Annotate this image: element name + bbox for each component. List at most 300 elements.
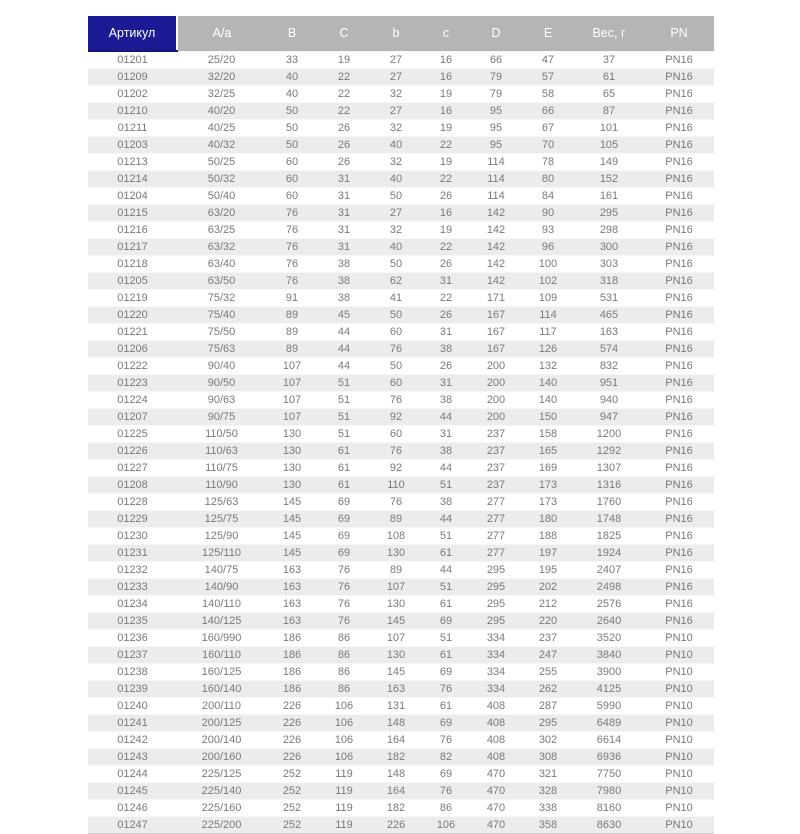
cell: 76 bbox=[389, 445, 403, 457]
cell: 6936 bbox=[596, 751, 622, 763]
cell: 38 bbox=[439, 496, 453, 508]
cell: 16 bbox=[439, 105, 453, 117]
table-row bbox=[88, 681, 714, 698]
cell: 8630 bbox=[596, 819, 622, 831]
cell: 163 bbox=[386, 683, 406, 695]
cell: 167 bbox=[486, 309, 506, 321]
cell: 01216 bbox=[117, 224, 148, 236]
cell: 38 bbox=[337, 258, 351, 270]
cell: PN16 bbox=[665, 564, 693, 576]
column-header: С bbox=[318, 16, 370, 51]
cell: 1200 bbox=[596, 428, 622, 440]
cell: 277 bbox=[486, 496, 506, 508]
cell: 5990 bbox=[596, 700, 622, 712]
cell: 142 bbox=[486, 207, 506, 219]
cell: PN16 bbox=[665, 224, 693, 236]
cell: 76 bbox=[337, 581, 351, 593]
cell: 408 bbox=[486, 751, 506, 763]
cell: 408 bbox=[486, 734, 506, 746]
cell: 01232 bbox=[117, 564, 148, 576]
column-header: b bbox=[370, 16, 422, 51]
cell: 106 bbox=[334, 751, 354, 763]
cell: 832 bbox=[599, 360, 619, 372]
table-row bbox=[88, 443, 714, 460]
cell: 79 bbox=[489, 88, 503, 100]
cell: 252 bbox=[282, 785, 302, 797]
cell: 2498 bbox=[596, 581, 622, 593]
cell: 66 bbox=[541, 105, 555, 117]
cell: 4125 bbox=[596, 683, 622, 695]
cell: 50 bbox=[389, 360, 403, 372]
cell: PN16 bbox=[665, 258, 693, 270]
cell: 01206 bbox=[117, 343, 148, 355]
cell: 163 bbox=[282, 564, 302, 576]
cell: 119 bbox=[335, 802, 353, 814]
cell: 225/125 bbox=[201, 768, 242, 780]
cell: 321 bbox=[538, 768, 558, 780]
cell: PN16 bbox=[665, 462, 693, 474]
cell: 60 bbox=[389, 326, 403, 338]
cell: 26 bbox=[337, 122, 351, 134]
cell: 125/63 bbox=[204, 496, 239, 508]
cell: 76 bbox=[389, 496, 403, 508]
cell: PN16 bbox=[665, 598, 693, 610]
cell: PN10 bbox=[665, 819, 693, 831]
cell: 82 bbox=[439, 751, 453, 763]
table-row bbox=[88, 69, 714, 86]
cell: PN16 bbox=[665, 360, 693, 372]
cell: PN16 bbox=[665, 105, 693, 117]
cell: 40 bbox=[389, 173, 403, 185]
cell: 50 bbox=[285, 122, 299, 134]
cell: 163 bbox=[282, 615, 302, 627]
cell: 61 bbox=[337, 462, 351, 474]
cell: 107 bbox=[282, 360, 302, 372]
cell: 31 bbox=[337, 190, 351, 202]
cell: 182 bbox=[386, 802, 406, 814]
cell: 106 bbox=[436, 819, 456, 831]
cell: 44 bbox=[337, 360, 351, 372]
cell: PN16 bbox=[665, 547, 693, 559]
cell: PN16 bbox=[665, 139, 693, 151]
cell: 940 bbox=[599, 394, 619, 406]
table-row bbox=[88, 273, 714, 290]
cell: 01222 bbox=[117, 360, 148, 372]
table-row bbox=[88, 222, 714, 239]
cell: 1316 bbox=[596, 479, 622, 491]
cell: PN10 bbox=[665, 649, 693, 661]
cell: 334 bbox=[486, 666, 506, 678]
cell: 01225 bbox=[117, 428, 148, 440]
cell: 295 bbox=[486, 598, 506, 610]
cell: 76 bbox=[337, 598, 351, 610]
table-row bbox=[88, 511, 714, 528]
cell: 226 bbox=[282, 734, 302, 746]
cell: 75/40 bbox=[207, 309, 236, 321]
cell: 16 bbox=[439, 207, 453, 219]
table-row bbox=[88, 256, 714, 273]
cell: 225/140 bbox=[201, 785, 242, 797]
cell: 76 bbox=[285, 258, 299, 270]
cell: 86 bbox=[337, 649, 351, 661]
table-row bbox=[88, 528, 714, 545]
cell: 19 bbox=[439, 224, 453, 236]
cell: 106 bbox=[334, 734, 354, 746]
cell: 163 bbox=[599, 326, 619, 338]
cell: 114 bbox=[487, 173, 505, 185]
cell: 200 bbox=[486, 360, 506, 372]
cell: 38 bbox=[439, 445, 453, 457]
cell: 182 bbox=[386, 751, 406, 763]
cell: PN16 bbox=[665, 615, 693, 627]
cell: PN16 bbox=[665, 343, 693, 355]
cell: 130 bbox=[282, 479, 302, 491]
cell: 91 bbox=[285, 292, 299, 304]
cell: 60 bbox=[285, 190, 299, 202]
table-row bbox=[88, 698, 714, 715]
cell: 125/75 bbox=[204, 513, 239, 525]
table-row bbox=[88, 51, 714, 69]
cell: PN16 bbox=[665, 292, 693, 304]
cell: 110/50 bbox=[205, 428, 238, 440]
cell: 22 bbox=[337, 105, 351, 117]
cell: 44 bbox=[439, 564, 453, 576]
cell: 89 bbox=[285, 309, 299, 321]
cell: 22 bbox=[439, 292, 453, 304]
cell: PN16 bbox=[665, 377, 693, 389]
cell: 328 bbox=[538, 785, 558, 797]
cell: 334 bbox=[486, 632, 506, 644]
cell: 32/20 bbox=[207, 71, 236, 83]
cell: 32/25 bbox=[207, 88, 236, 100]
cell: 252 bbox=[282, 819, 302, 831]
cell: 01204 bbox=[117, 190, 148, 202]
table-row bbox=[88, 409, 714, 426]
cell: 470 bbox=[486, 802, 506, 814]
cell: 114 bbox=[487, 156, 505, 168]
cell: PN16 bbox=[665, 53, 693, 66]
cell: 167 bbox=[486, 343, 506, 355]
cell: 01230 bbox=[117, 530, 148, 542]
cell: 2640 bbox=[596, 615, 622, 627]
cell: 186 bbox=[282, 649, 302, 661]
cell: 237 bbox=[486, 445, 506, 457]
cell: 145 bbox=[282, 496, 302, 508]
table-row bbox=[88, 562, 714, 579]
cell: 237 bbox=[486, 428, 506, 440]
cell: 01202 bbox=[117, 88, 148, 100]
cell: 132 bbox=[538, 360, 558, 372]
cell: 295 bbox=[486, 615, 506, 627]
table-row bbox=[88, 392, 714, 409]
cell: 140/125 bbox=[201, 615, 242, 627]
header-row bbox=[88, 16, 714, 51]
cell: 47 bbox=[541, 53, 555, 66]
cell: 161 bbox=[599, 190, 619, 202]
cell: PN10 bbox=[665, 734, 693, 746]
cell: 63/32 bbox=[207, 241, 236, 253]
cell: 27 bbox=[389, 105, 403, 117]
cell: 186 bbox=[282, 666, 302, 678]
cell: PN16 bbox=[665, 207, 693, 219]
table-row bbox=[88, 647, 714, 664]
product-dimensions-table bbox=[88, 16, 714, 834]
cell: 41 bbox=[389, 292, 403, 304]
cell: 76 bbox=[337, 564, 351, 576]
cell: 01226 bbox=[117, 445, 148, 457]
cell: 01238 bbox=[117, 666, 148, 678]
cell: 119 bbox=[335, 785, 353, 797]
cell: 69 bbox=[439, 768, 453, 780]
cell: 574 bbox=[599, 343, 619, 355]
cell: 96 bbox=[541, 241, 555, 253]
cell: 145 bbox=[282, 530, 302, 542]
cell: 26 bbox=[439, 190, 453, 202]
table-row bbox=[88, 341, 714, 358]
cell: PN10 bbox=[665, 632, 693, 644]
cell: 148 bbox=[386, 768, 406, 780]
cell: 92 bbox=[389, 411, 403, 423]
cell: 61 bbox=[439, 598, 453, 610]
cell: 51 bbox=[337, 377, 351, 389]
cell: 107 bbox=[282, 411, 302, 423]
cell: 947 bbox=[599, 411, 619, 423]
cell: 100 bbox=[538, 258, 558, 270]
table-row bbox=[88, 375, 714, 392]
cell: 76 bbox=[439, 785, 453, 797]
cell: 01220 bbox=[117, 309, 148, 321]
table-row bbox=[88, 137, 714, 154]
cell: 01247 bbox=[117, 819, 148, 831]
cell: 50/40 bbox=[207, 190, 236, 202]
cell: 65 bbox=[602, 88, 616, 100]
table-row bbox=[88, 477, 714, 494]
cell: 131 bbox=[386, 700, 406, 712]
table-row bbox=[88, 800, 714, 817]
cell: 01241 bbox=[117, 717, 148, 729]
cell: 31 bbox=[439, 377, 453, 389]
cell: 75/63 bbox=[207, 343, 236, 355]
table-row bbox=[88, 749, 714, 766]
cell: 105 bbox=[599, 139, 619, 151]
cell: 62 bbox=[389, 275, 403, 287]
table-row bbox=[88, 120, 714, 137]
cell: 32 bbox=[389, 122, 403, 134]
cell: 19 bbox=[439, 88, 453, 100]
cell: 79 bbox=[489, 71, 503, 83]
product-dimensions-table-container bbox=[88, 16, 712, 834]
cell: 252 bbox=[282, 768, 302, 780]
cell: 01209 bbox=[117, 71, 148, 83]
cell: 32 bbox=[389, 224, 403, 236]
cell: 125/110 bbox=[202, 547, 241, 559]
cell: 40 bbox=[285, 71, 299, 83]
cell: 142 bbox=[486, 275, 506, 287]
cell: 40/20 bbox=[207, 105, 236, 117]
cell: 50 bbox=[285, 139, 299, 151]
cell: 51 bbox=[337, 394, 351, 406]
cell: 01235 bbox=[117, 615, 148, 627]
cell: 338 bbox=[538, 802, 558, 814]
cell: 60 bbox=[389, 428, 403, 440]
cell: 465 bbox=[599, 309, 619, 321]
cell: 92 bbox=[389, 462, 403, 474]
cell: 40 bbox=[389, 241, 403, 253]
cell: 01210 bbox=[117, 105, 148, 117]
cell: 50/25 bbox=[207, 156, 236, 168]
cell: 44 bbox=[439, 513, 453, 525]
cell: 180 bbox=[538, 513, 558, 525]
cell: 142 bbox=[486, 224, 506, 236]
cell: 114 bbox=[539, 309, 557, 321]
cell: 22 bbox=[439, 173, 453, 185]
cell: 149 bbox=[599, 156, 619, 168]
cell: 90/40 bbox=[207, 360, 236, 372]
cell: 252 bbox=[282, 802, 302, 814]
cell: 01228 bbox=[117, 496, 148, 508]
cell: 76 bbox=[439, 734, 453, 746]
cell: 140/90 bbox=[204, 581, 239, 593]
cell: 3900 bbox=[596, 666, 622, 678]
cell: 1748 bbox=[596, 513, 622, 525]
cell: 200/125 bbox=[201, 717, 242, 729]
cell: 93 bbox=[541, 224, 555, 236]
cell: 76 bbox=[285, 241, 299, 253]
cell: 90/50 bbox=[207, 377, 236, 389]
cell: 70 bbox=[541, 139, 555, 151]
cell: 277 bbox=[486, 513, 506, 525]
table-row bbox=[88, 783, 714, 800]
cell: PN10 bbox=[665, 785, 693, 797]
cell: 237 bbox=[486, 462, 506, 474]
cell: 69 bbox=[337, 547, 351, 559]
cell: PN16 bbox=[665, 411, 693, 423]
cell: 50 bbox=[285, 105, 299, 117]
cell: 61 bbox=[602, 71, 616, 83]
cell: 51 bbox=[439, 632, 453, 644]
cell: 226 bbox=[282, 717, 302, 729]
cell: PN16 bbox=[665, 496, 693, 508]
cell: 200/110 bbox=[202, 700, 241, 712]
cell: 75/50 bbox=[207, 326, 236, 338]
cell: 69 bbox=[337, 513, 351, 525]
cell: 164 bbox=[386, 734, 406, 746]
cell: 225/160 bbox=[201, 802, 242, 814]
cell: 01211 bbox=[117, 122, 148, 134]
cell: 37 bbox=[602, 53, 616, 66]
cell: 01217 bbox=[117, 241, 148, 253]
cell: 76 bbox=[439, 683, 453, 695]
cell: 01227 bbox=[117, 462, 148, 474]
cell: 358 bbox=[538, 819, 558, 831]
cell: 86 bbox=[337, 666, 351, 678]
cell: 107 bbox=[282, 377, 302, 389]
cell: 40/25 bbox=[207, 122, 236, 134]
cell: 50/32 bbox=[207, 173, 236, 185]
cell: 25/20 bbox=[207, 53, 236, 66]
cell: 38 bbox=[337, 275, 351, 287]
cell: 50 bbox=[389, 190, 403, 202]
cell: 38 bbox=[337, 292, 351, 304]
table-row bbox=[88, 596, 714, 613]
cell: 295 bbox=[538, 717, 558, 729]
cell: 63/40 bbox=[207, 258, 236, 270]
cell: PN10 bbox=[665, 717, 693, 729]
cell: 110/75 bbox=[205, 462, 238, 474]
cell: 01215 bbox=[117, 207, 148, 219]
cell: 255 bbox=[538, 666, 558, 678]
cell: 01203 bbox=[117, 139, 148, 151]
column-header: В bbox=[266, 16, 318, 51]
cell: 63/20 bbox=[207, 207, 236, 219]
cell: 01243 bbox=[117, 751, 148, 763]
cell: 19 bbox=[439, 122, 453, 134]
cell: 195 bbox=[538, 564, 558, 576]
cell: 145 bbox=[386, 666, 406, 678]
cell: 01231 bbox=[117, 547, 148, 559]
cell: 69 bbox=[337, 496, 351, 508]
cell: 01207 bbox=[117, 411, 148, 423]
cell: 90/75 bbox=[207, 411, 236, 423]
cell: 160/110 bbox=[202, 649, 241, 661]
cell: PN16 bbox=[665, 309, 693, 321]
cell: 76 bbox=[389, 343, 403, 355]
cell: 60 bbox=[389, 377, 403, 389]
table-row bbox=[88, 766, 714, 783]
cell: 295 bbox=[486, 581, 506, 593]
table-row bbox=[88, 307, 714, 324]
cell: 32 bbox=[389, 156, 403, 168]
cell: 169 bbox=[538, 462, 558, 474]
cell: 01246 bbox=[117, 802, 148, 814]
table-row bbox=[88, 460, 714, 477]
cell: 107 bbox=[386, 581, 406, 593]
cell: PN10 bbox=[665, 768, 693, 780]
cell: 80 bbox=[541, 173, 555, 185]
cell: 3520 bbox=[596, 632, 622, 644]
cell: PN10 bbox=[665, 802, 693, 814]
cell: PN10 bbox=[665, 666, 693, 678]
cell: 26 bbox=[337, 139, 351, 151]
cell: PN16 bbox=[665, 394, 693, 406]
cell: 01201 bbox=[117, 54, 148, 66]
cell: 45 bbox=[337, 309, 351, 321]
cell: PN16 bbox=[665, 326, 693, 338]
cell: 86 bbox=[337, 683, 351, 695]
cell: 38 bbox=[439, 394, 453, 406]
cell: 50 bbox=[389, 258, 403, 270]
cell: 119 bbox=[335, 819, 353, 831]
cell: 40 bbox=[285, 88, 299, 100]
cell: 277 bbox=[486, 530, 506, 542]
cell: 408 bbox=[486, 717, 506, 729]
cell: 78 bbox=[541, 156, 555, 168]
table-row bbox=[88, 358, 714, 375]
cell: 84 bbox=[541, 190, 555, 202]
cell: 95 bbox=[489, 122, 503, 134]
cell: 188 bbox=[538, 530, 558, 542]
cell: 61 bbox=[337, 479, 351, 491]
cell: 226 bbox=[386, 819, 406, 831]
table-row bbox=[88, 494, 714, 511]
table-row bbox=[88, 613, 714, 630]
cell: 287 bbox=[538, 700, 558, 712]
cell: 165 bbox=[538, 445, 558, 457]
cell: 22 bbox=[439, 241, 453, 253]
cell: 69 bbox=[439, 615, 453, 627]
cell: PN10 bbox=[665, 700, 693, 712]
cell: 107 bbox=[282, 394, 302, 406]
